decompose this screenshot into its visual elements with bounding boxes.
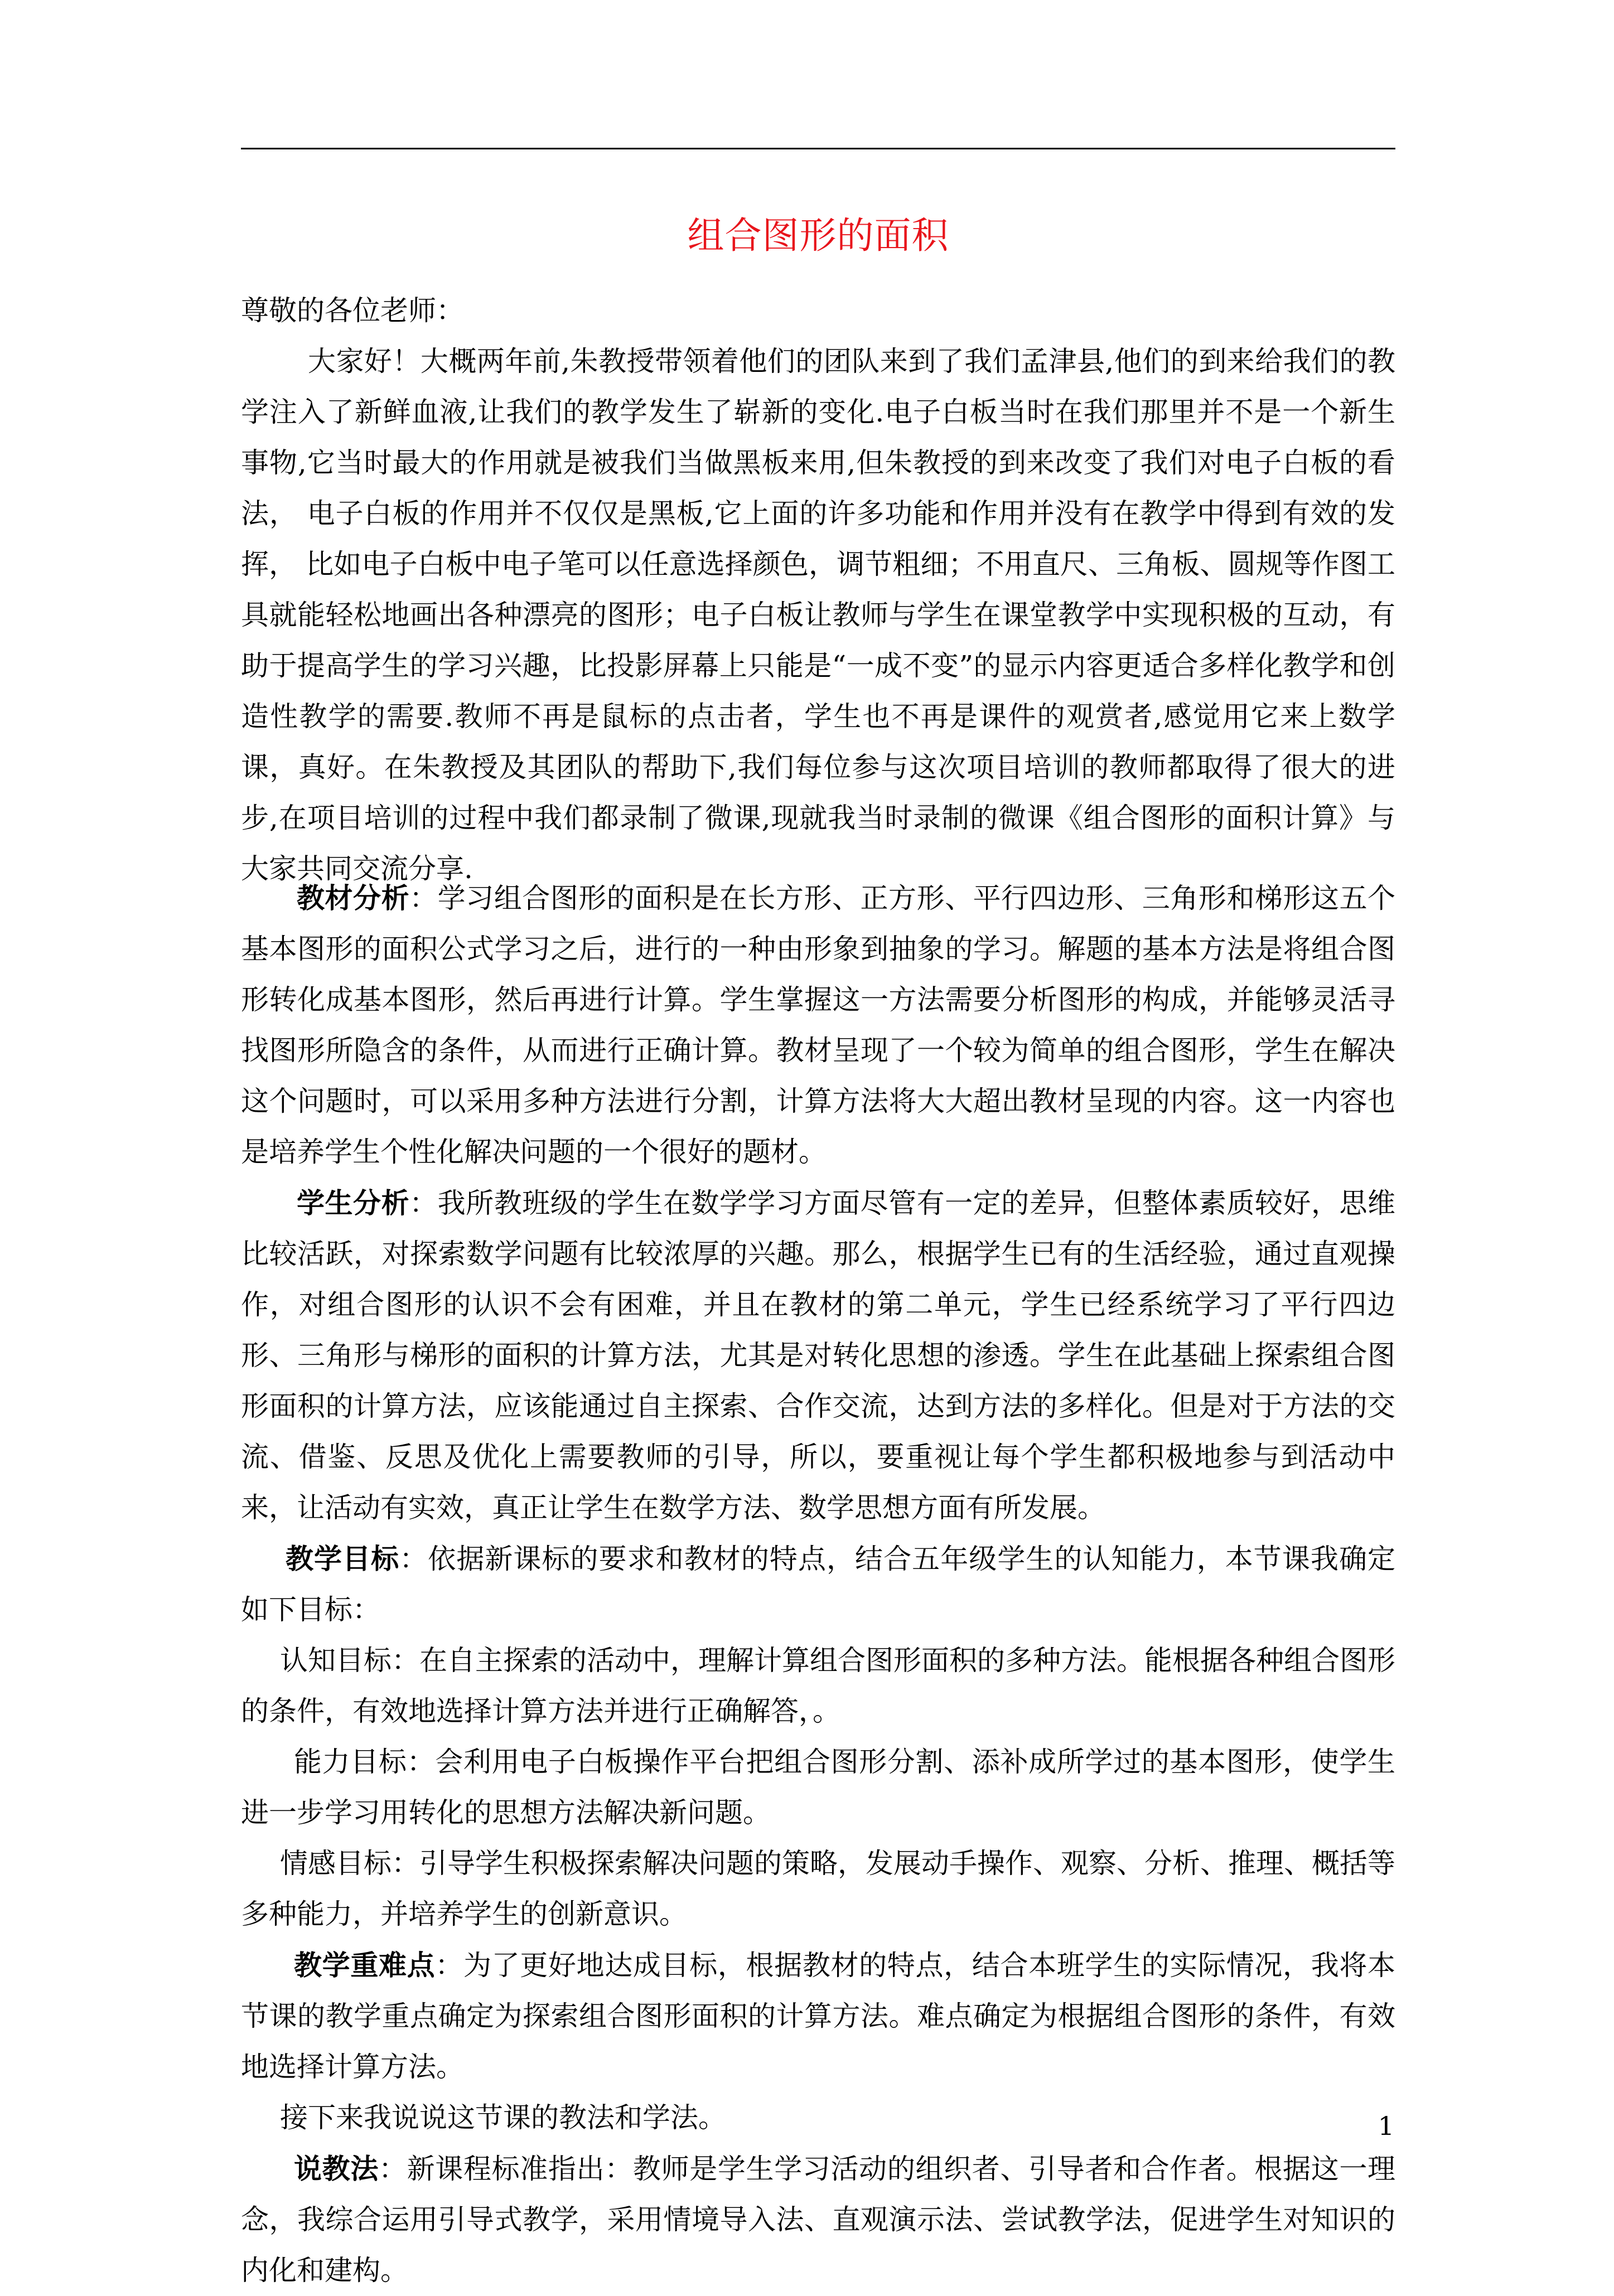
section-textbook-analysis [241, 873, 1395, 1178]
salutation-text: 尊敬的各位老师： [241, 294, 464, 327]
lesson-sections [241, 873, 1395, 2296]
goal-cognitive [241, 1635, 1395, 1737]
section-heading: 学生分析 [297, 1186, 410, 1219]
section-body: 接下来我说说这节课的教法和学法。 [280, 2101, 726, 2134]
section-heading: 教材分析 [297, 881, 410, 914]
section-body: 认知目标：在自主探索的活动中，理解计算组合图形面积的多种方法。能根据各种组合图形的条件，有效地选择计算方法并进行正确解答，。 [241, 1644, 1395, 1727]
section-body: ：新课程标准指出：教师是学生学习活动的组织者、引导者和合作者。根据这一理念，我综合运用引导式教学，采用情境导入法、直观演示法、尝试教学法，促进学生对知识的内化和建构。 [241, 2153, 1396, 2287]
section-body: 情感目标：引导学生积极探索解决问题的策略，发展动手操作、观察、分析、推理、概括等多种能力，并培养学生的创新意识。 [241, 1847, 1395, 1930]
section-teaching-goals [241, 1533, 1395, 1635]
goal-emotional [241, 1838, 1395, 1940]
section-heading: 教学目标 [286, 1542, 400, 1575]
section-key-difficult-points [241, 1940, 1395, 2092]
document-title: 组合图形的面积 [687, 214, 949, 257]
section-body: ：我所教班级的学生在数学学习方面尽管有一定的差异，但整体素质较好，思维比较活跃，对探索数学问题有比较浓厚的兴趣。那么，根据学生已有的生活经验，通过直观操作，对组合图形的认识不会有困难，并且在教材的第二单元，学生已经系统学习了平行四边形、三角形与梯形的面积的计算方法，尤其是对转化思想的渗透。学生在此基础上探索组合图形面积的计算方法，应该能通过自主探索、合作交流，达到方法的多样化。但是对于方法的交流、借鉴、反思及优化上需要教师的引导，所以，要重视让每个学生都积极地参与到活动中来，让活动有实效，真正让学生在数学方法、数学思想方面有所发展。 [241, 1187, 1396, 1524]
section-heading: 说教法 [294, 2152, 379, 2185]
intro-text: 大家好！大概两年前,朱教授带领着他们的团队来到了我们孟津县,他们的到来给我们的教学注入了新鲜血液,让我们的教学发生了崭新的变化.电子白板当时在我们那里并不是一个新生事物,它当时最大的作用就是被我们当做黑板来用,但朱教授的到来改变了我们对电子白板的看法， 电子白板的作用并不仅仅是黑板,它上面的许多功能和作用并没有在教学中得到有效的发挥， 比如电子白板中电子笔可以任意选择颜色，调节粗细；不用直尺、三角板、圆规等作图工具就能轻松地画出各种漂亮的图形；电子白板让教师与学生在课堂教学中实现积极的互动，有助于提高学生的学习兴趣，比投影屏幕上只能是“一成不变”的显示内容更适合多样化教学和创造性教学的需要.教师不再是鼠标的点击者，学生也不再是课件的观赏者,感觉用它来上数学课，真好。在朱教授及其团队的帮助下,我们每位参与这次项目培训的教师都取得了很大的进步,在项目培训的过程中我们都录制了微课,现就我当时录制的微课《组合图形的面积计算》与大家共同交流分享. [241, 345, 1395, 885]
section-heading: 教学重难点 [294, 1949, 436, 1982]
section-body: 能力目标：会利用电子白板操作平台把组合图形分割、添补成所学过的基本图形，使学生进一步学习用转化的思想方法解决新问题。 [241, 1746, 1395, 1829]
header-rule [241, 148, 1395, 149]
transition-text [241, 2092, 1395, 2143]
section-body: ：依据新课标的要求和教材的特点，结合五年级学生的认知能力，本节课我确定如下目标： [241, 1543, 1396, 1626]
salutation [241, 285, 1395, 336]
section-student-analysis [241, 1178, 1395, 1533]
section-body: ：学习组合图形的面积是在长方形、正方形、平行四边形、三角形和梯形这五个基本图形的面积公式学习之后，进行的一种由形象到抽象的学习。解题的基本方法是将组合图形转化成基本图形，然后再进行计算。学生掌握这一方法需要分析图形的构成，并能够灵活寻找图形所隐含的条件，从而进行正确计算。教材呈现了一个较为简单的组合图形，学生在解决这个问题时，可以采用多种方法进行分割，计算方法将大大超出教材呈现的内容。这一内容也是培养学生个性化解决问题的一个很好的题材。 [241, 882, 1396, 1168]
section-body: ：为了更好地达成目标，根据教材的特点，结合本班学生的实际情况，我将本节课的教学重点确定为探索组合图形面积的计算方法。难点确定为根据组合图形的条件，有效地选择计算方法。 [241, 1949, 1396, 2083]
page-number: 1 [1378, 2111, 1394, 2141]
goal-ability [241, 1737, 1395, 1838]
intro-paragraph [241, 336, 1395, 894]
section-teaching-method [241, 2143, 1395, 2296]
